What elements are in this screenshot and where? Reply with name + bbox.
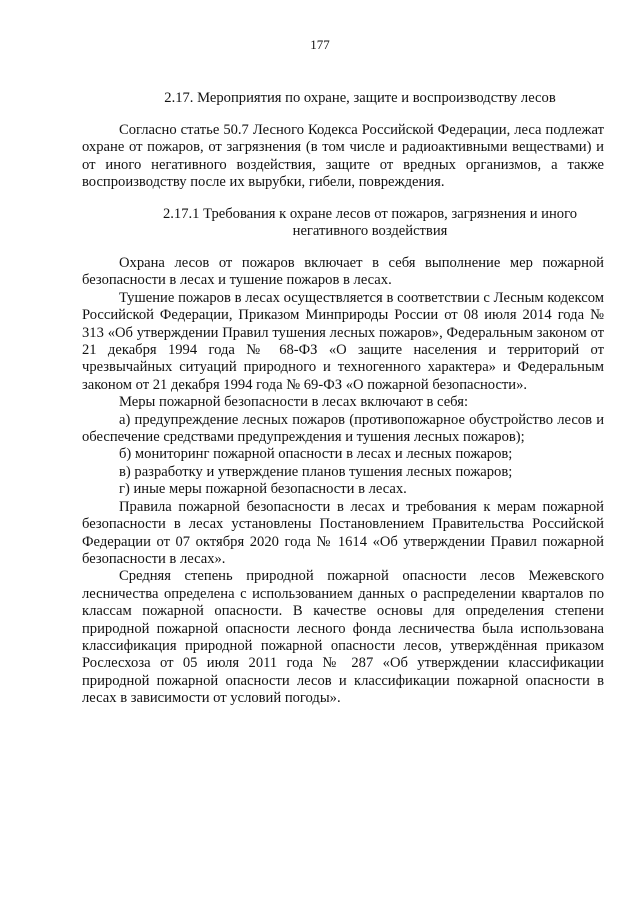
page-number: 177 — [310, 37, 330, 52]
list-item: б) мониторинг пожарной опасности в лесах и лесных пожаров; — [119, 446, 513, 463]
paragraph: Тушение пожаров в лесах осуществляется в соответствии с Лесным кодексом Российской Федерации, Приказом Минприроды России от 08 июля 2014 года № 313 «Об утверждении Правил тушения лесных пожаров», Федеральным законом от 21 декабря 1994 года № 68-ФЗ «О защите населения и территорий от чрезвычайных ситуаций природного и техногенного характера» и Федеральным законом от 21 декабря 1994 года № 69-ФЗ «О пожарной безопасности». — [82, 289, 604, 393]
paragraph: Согласно статье 50.7 Лесного Кодекса Российской Федерации, леса подлежат охране от пожаров, от загрязнения (в том числе и радиоактивными веществами) и от иного негативного воздействия, защите от вредных организмов, а также воспроизводству после их вырубки, гибели, повреждения. — [82, 122, 604, 191]
paragraph: Средняя степень природной пожарной опасности лесов Межевского лесничества определена с использованием данных о распределении кварталов по классам пожарной опасности. В качестве основы для определения степени природной пожарной опасности лесного фонда лесничества была использована классификация природной пожарной опасности лесов, утверждённая приказом Рослесхоза от 05 июля 2011 года № 287 «Об утверждении классификации природной пожарной опасности лесов и классификации пожарной опасности в лесах в зависимости от условий погоды». — [82, 568, 604, 707]
paragraph: Правила пожарной безопасности в лесах и требования к мерам пожарной безопасности в лесах установлены Постановлением Правительства Российской Федерации от 07 октября 2020 года № 1614 «Об утверждении Правил пожарной безопасности в лесах». — [82, 498, 604, 567]
list-item: в) разработку и утверждение планов тушения лесных пожаров; — [119, 463, 513, 480]
body-text — [82, 255, 604, 708]
intro-paragraph — [82, 122, 604, 192]
paragraph: Меры пожарной безопасности в лесах включают в себя: — [119, 394, 468, 411]
list-item: г) иные меры пожарной безопасности в лесах. — [119, 481, 407, 498]
subsection-title: 2.17.1 Требования к охране лесов от пожаров, загрязнения и иного негативного воздействия — [162, 206, 578, 240]
list-item: а) предупреждение лесных пожаров (противопожарное обустройство лесов и обеспечение средствами предупреждения и тушения лесных пожаров); — [82, 411, 604, 446]
paragraph: Охрана лесов от пожаров включает в себя выполнение мер пожарной безопасности в лесах и тушение пожаров в лесах. — [82, 255, 604, 289]
section-title: 2.17. Мероприятия по охране, защите и воспроизводству лесов — [164, 90, 556, 106]
